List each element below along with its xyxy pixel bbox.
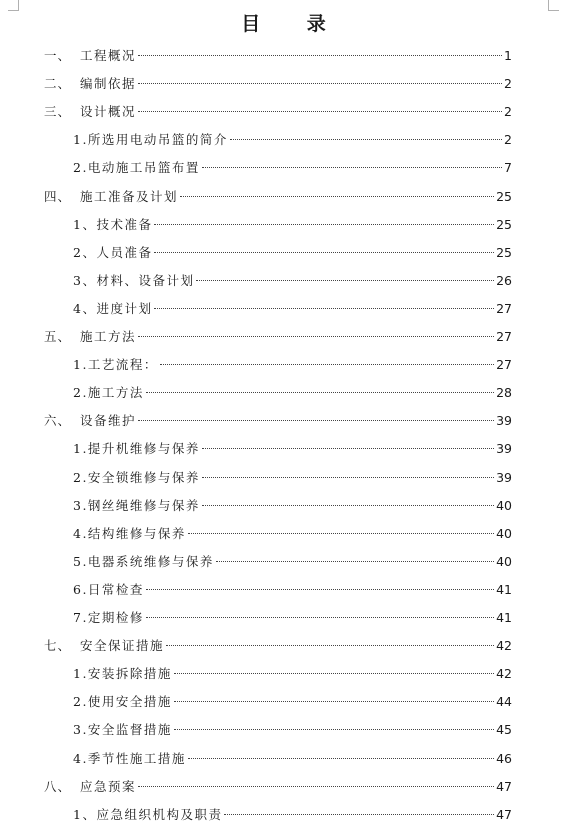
toc-entry-number: 四、 (44, 188, 72, 204)
toc-entry-page-number: 26 (496, 272, 512, 288)
toc-entry-label: 3、材料、设备计划 (73, 272, 195, 288)
toc-dot-leader (174, 673, 494, 674)
toc-entry[interactable] (73, 158, 512, 178)
toc-entry-number: 七、 (44, 638, 72, 654)
toc-entry-page-number: 2 (504, 132, 512, 148)
toc-entry-page-number: 41 (496, 610, 512, 625)
toc-entry-page-number: 28 (496, 385, 512, 401)
toc-entry-label: 7.定期检修 (73, 610, 144, 625)
toc-entry[interactable] (73, 692, 512, 712)
toc-dot-leader (202, 477, 494, 478)
toc-entry[interactable] (44, 46, 512, 66)
toc-entry-label: 应急预案 (80, 778, 137, 794)
toc-dot-leader (138, 83, 502, 84)
toc-dot-leader (196, 280, 494, 281)
toc-entry[interactable] (73, 355, 512, 375)
toc-entry-label: 4.季节性施工措施 (73, 750, 186, 766)
toc-entry-label: 1.安装拆除措施 (73, 666, 172, 682)
toc-dot-leader (174, 729, 494, 730)
toc-entry-label: 1.提升机维修与保养 (73, 441, 200, 457)
toc-entry[interactable] (73, 749, 512, 769)
toc-entry-number: 六、 (44, 413, 72, 429)
toc-entry-page-number: 45 (496, 722, 512, 738)
toc-entry-page-number: 39 (496, 469, 512, 485)
toc-entry[interactable] (44, 187, 512, 207)
toc-entry-page-number: 47 (496, 806, 512, 822)
toc-dot-leader (202, 505, 494, 506)
toc-entry-label: 2.电动施工吊篮布置 (73, 160, 200, 176)
toc-entry-label: 6.日常检查 (73, 581, 144, 597)
toc-entry-label: 3.安全监督措施 (73, 722, 172, 738)
toc-entry[interactable] (73, 805, 512, 825)
toc-entry[interactable] (44, 636, 512, 656)
toc-entry-label: 2.安全锁维修与保养 (73, 469, 200, 485)
toc-entry-label: 4、进度计划 (73, 300, 153, 316)
toc-entry[interactable] (73, 299, 512, 319)
toc-entry-page-number: 40 (496, 497, 512, 513)
toc-entry-page-number: 47 (496, 778, 512, 794)
toc-entry[interactable] (73, 215, 512, 235)
toc-dot-leader (138, 336, 494, 337)
toc-entry-page-number: 7 (504, 160, 512, 176)
toc-entry-page-number: 39 (496, 413, 512, 429)
toc-entry[interactable] (44, 411, 512, 431)
toc-dot-leader (224, 814, 494, 815)
toc-entry[interactable] (73, 496, 512, 516)
toc-entry[interactable] (73, 271, 512, 291)
toc-entry-number: 八、 (44, 778, 72, 794)
toc-entry[interactable] (73, 468, 512, 488)
toc-entry-page-number: 44 (496, 694, 512, 710)
toc-entry-page-number: 40 (496, 553, 512, 569)
toc-entry-label: 施工准备及计划 (80, 188, 179, 204)
toc-dot-leader (138, 111, 502, 112)
toc-entry-label: 2.施工方法 (73, 385, 144, 401)
toc-entry-page-number: 46 (496, 750, 512, 766)
toc-entry-page-number: 2 (504, 104, 512, 120)
toc-entry-page-number: 42 (496, 638, 512, 654)
toc-entry-page-number: 42 (496, 666, 512, 682)
toc-entry[interactable] (44, 777, 512, 797)
toc-entry[interactable] (73, 580, 512, 600)
toc-entry-page-number: 27 (496, 300, 512, 316)
toc-entry[interactable] (73, 608, 512, 628)
toc-entry-label: 2.使用安全措施 (73, 694, 172, 710)
toc-dot-leader (154, 252, 494, 253)
toc-dot-leader (202, 167, 502, 168)
toc-entry-number: 五、 (44, 329, 72, 344)
toc-entry-label: 3.钢丝绳维修与保养 (73, 497, 200, 513)
toc-dot-leader (138, 786, 494, 787)
toc-dot-leader (154, 308, 494, 309)
toc-dot-leader (146, 392, 494, 393)
toc-entry-label: 编制依据 (80, 76, 137, 92)
toc-dot-leader (230, 139, 502, 140)
toc-dot-leader (166, 645, 494, 646)
toc-entry-label: 1.工艺流程： (73, 357, 158, 373)
toc-dot-leader (160, 364, 494, 365)
toc-entry[interactable] (73, 243, 512, 263)
toc-entry-page-number: 39 (496, 441, 512, 457)
toc-entry[interactable] (73, 720, 512, 740)
toc-entry[interactable] (73, 552, 512, 572)
toc-entry[interactable] (44, 327, 512, 347)
toc-dot-leader (138, 420, 494, 421)
toc-dot-leader (154, 224, 494, 225)
toc-entry-number: 三、 (44, 104, 72, 120)
toc-entry-label: 1.所选用电动吊篮的简介 (73, 132, 228, 148)
toc-dot-leader (138, 55, 502, 56)
toc-entry[interactable] (73, 383, 512, 403)
toc-entry-label: 安全保证措施 (80, 638, 165, 654)
toc-entry-page-number: 27 (496, 329, 512, 344)
toc-entry-label: 2、人员准备 (73, 244, 153, 260)
toc-entry[interactable] (44, 74, 512, 94)
toc-entry-label: 设计概况 (80, 104, 137, 120)
toc-entry[interactable] (44, 102, 512, 122)
toc-entry-page-number: 25 (496, 244, 512, 260)
toc-dot-leader (174, 701, 494, 702)
toc-entry-page-number: 2 (504, 76, 512, 92)
toc-entry[interactable] (73, 664, 512, 684)
toc-entry-label: 1、应急组织机构及职责 (73, 806, 223, 822)
toc-dot-leader (188, 758, 494, 759)
toc-dot-leader (146, 617, 494, 618)
toc-entry-label: 工程概况 (80, 48, 137, 63)
toc-entry-label: 5.电器系统维修与保养 (73, 553, 214, 569)
toc-dot-leader (180, 196, 494, 197)
toc-entry-page-number: 25 (496, 216, 512, 232)
toc-entry-page-number: 25 (496, 188, 512, 204)
toc-entry[interactable] (73, 130, 512, 150)
toc-entry-label: 施工方法 (80, 329, 137, 344)
toc-entry[interactable] (73, 439, 512, 459)
toc-dot-leader (146, 589, 494, 590)
toc-entry-page-number: 40 (496, 525, 512, 541)
toc-entry-label: 4.结构维修与保养 (73, 525, 186, 541)
toc-dot-leader (216, 561, 494, 562)
toc-entry-number: 二、 (44, 76, 72, 92)
toc-entry-number: 一、 (44, 48, 72, 63)
toc-entry-label: 设备维护 (80, 413, 137, 429)
toc-entry-label: 1、技术准备 (73, 216, 153, 232)
toc-entry-page-number: 1 (504, 48, 512, 63)
toc-dot-leader (202, 448, 494, 449)
toc-entry-page-number: 27 (496, 357, 512, 373)
toc-dot-leader (188, 533, 494, 534)
toc-entry[interactable] (73, 524, 512, 544)
page-title: 目 录 (241, 13, 346, 35)
toc-entry-page-number: 41 (496, 581, 512, 597)
